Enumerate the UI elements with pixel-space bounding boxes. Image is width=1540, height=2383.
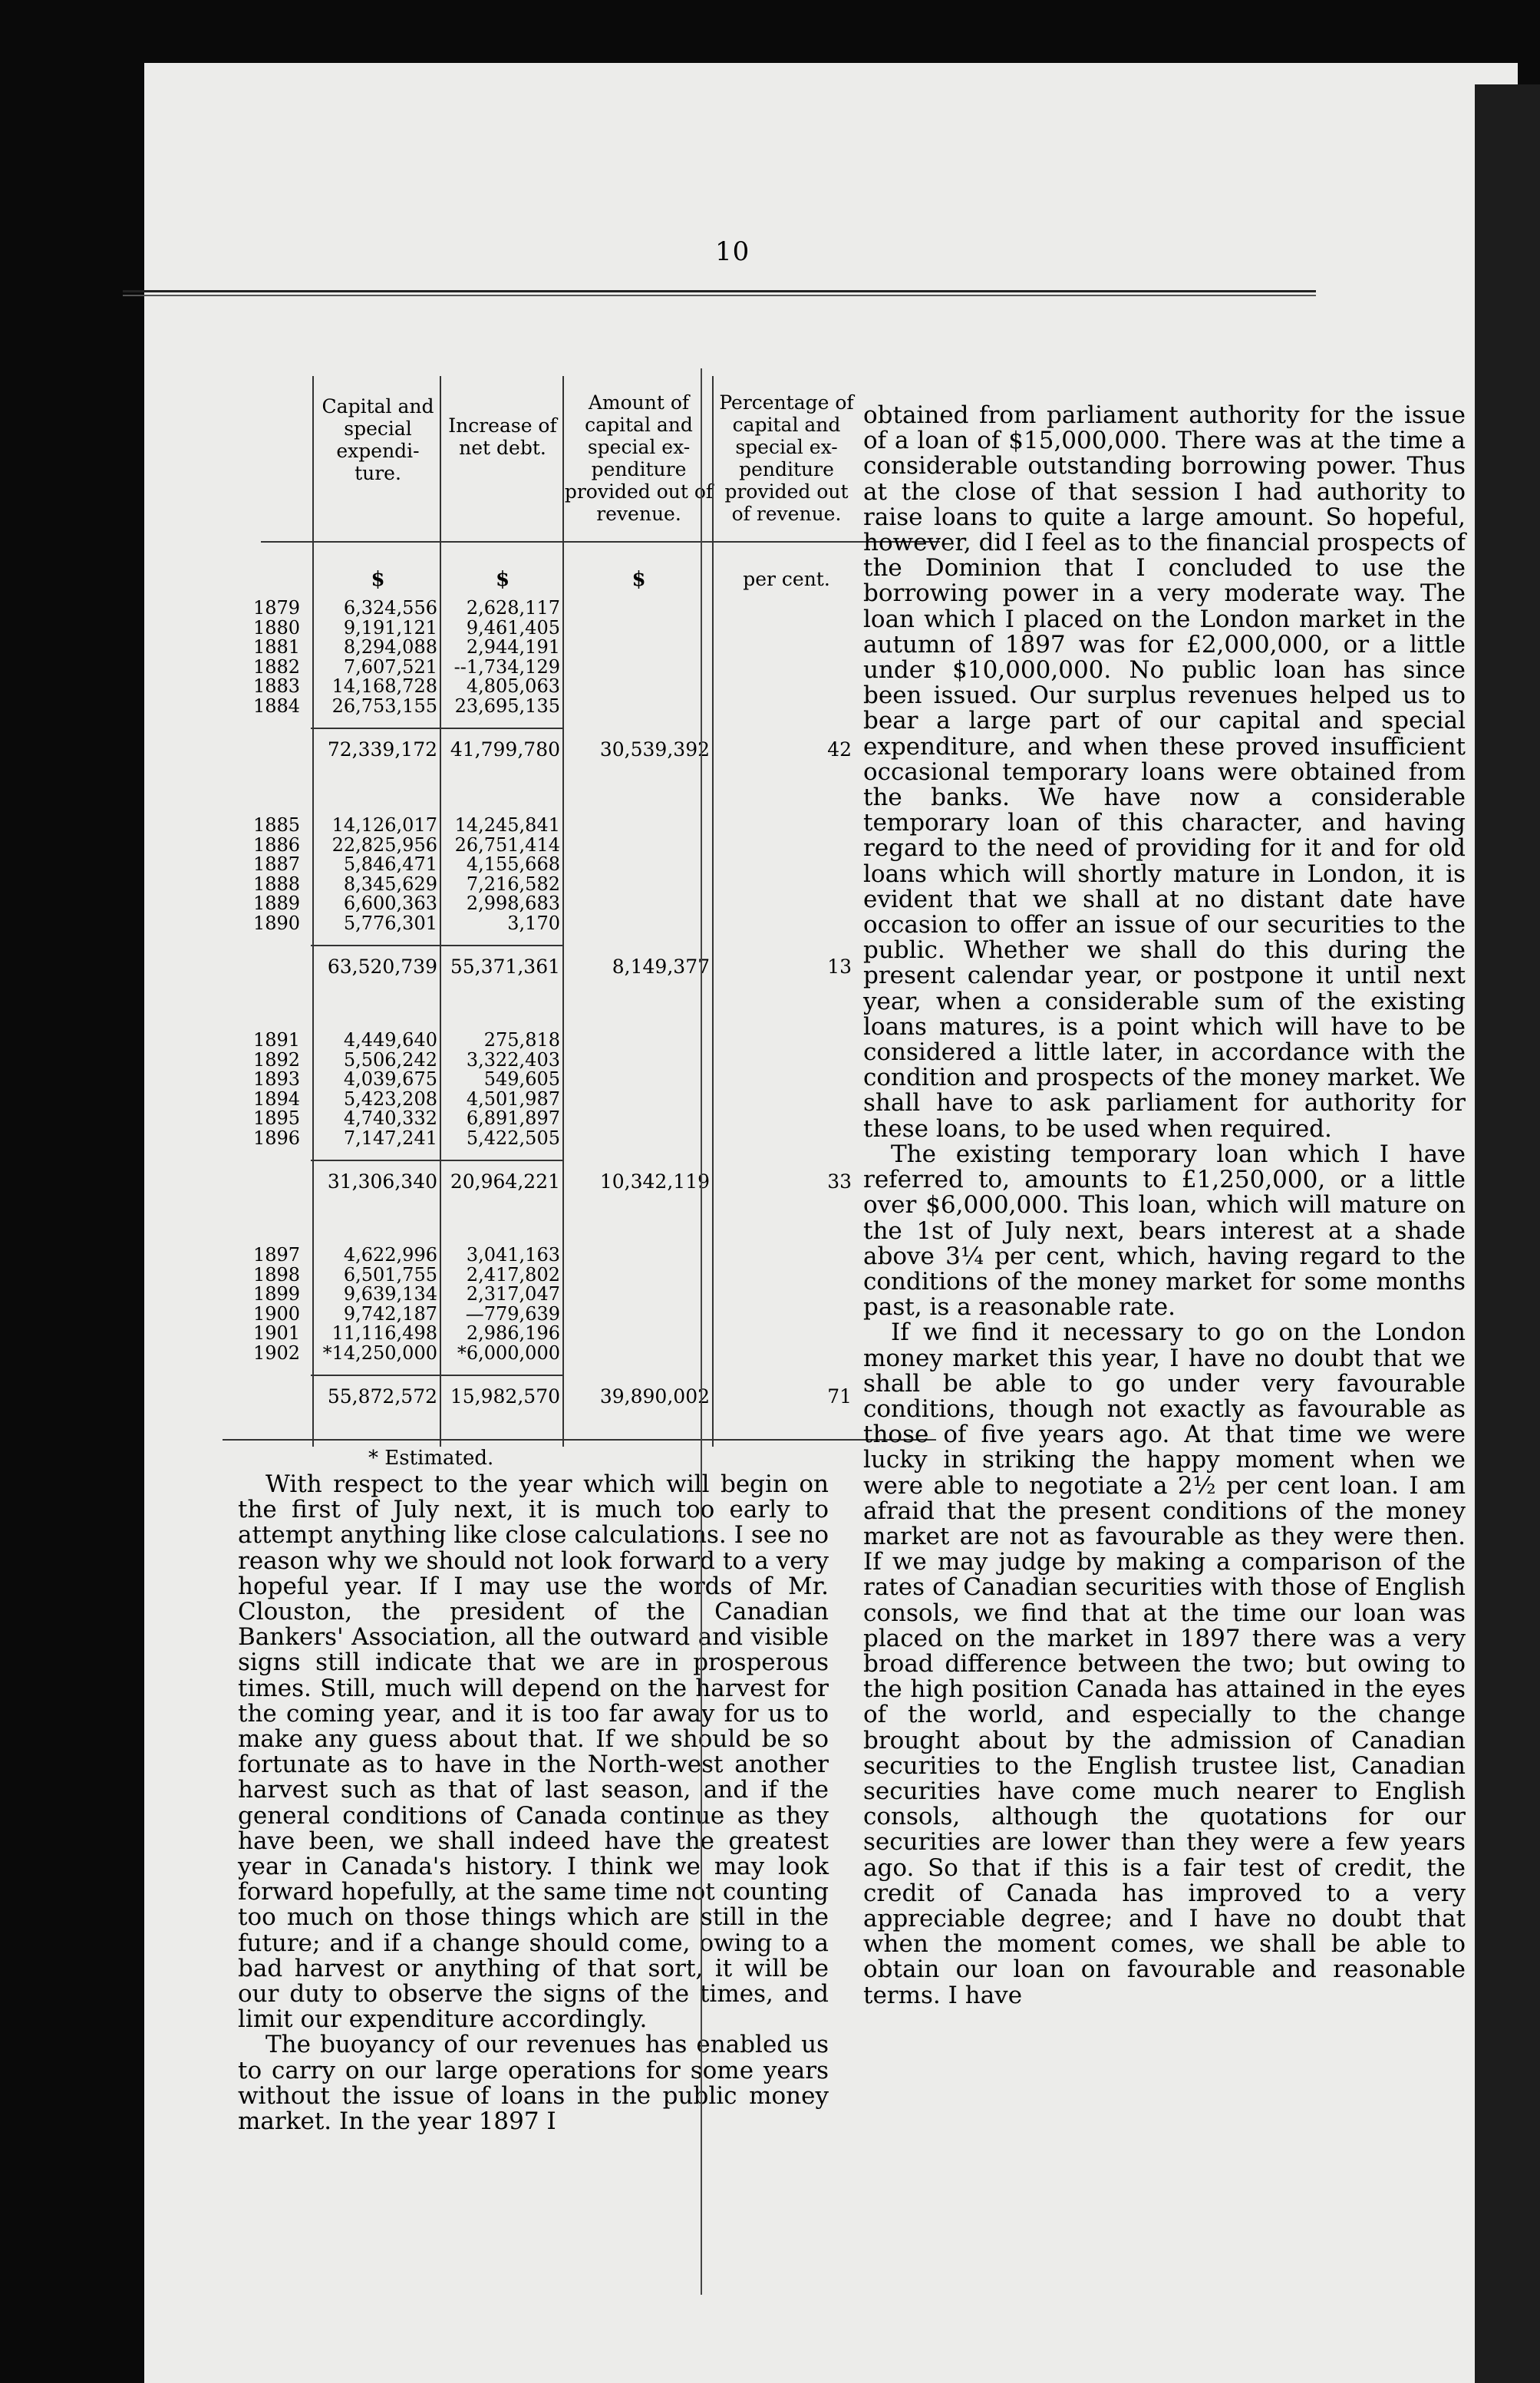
unit-capital: $: [371, 568, 385, 591]
row-year: 1888: [253, 873, 301, 895]
paragraph: The buoyancy of our revenues has enabled us to carry on our large operations for some years without the issue of loans in the public money market. In the year 1897 I: [238, 2031, 829, 2136]
row-increase: 3,170: [507, 913, 560, 934]
row-year: 1892: [253, 1048, 301, 1071]
row-capital: 5,506,242: [343, 1048, 437, 1071]
row-increase: 3,322,403: [466, 1048, 560, 1071]
row-capital: 26,753,155: [331, 695, 437, 717]
total-amount: 39,890,002: [599, 1385, 710, 1408]
expenditure-table: [92, 303, 854, 1439]
row-increase: 2,986,196: [466, 1322, 560, 1345]
row-capital: 9,742,187: [343, 1302, 437, 1325]
unit-amount: $: [631, 568, 646, 591]
subtotal-rule: [311, 728, 564, 729]
row-increase: 23,695,135: [454, 695, 560, 717]
total-percentage: 13: [827, 955, 852, 978]
row-capital: 4,039,675: [343, 1068, 437, 1091]
header-rule: [261, 541, 940, 543]
row-capital: 6,501,755: [343, 1263, 437, 1286]
row-capital: 8,345,629: [343, 873, 437, 895]
row-increase: 26,751,414: [454, 833, 560, 856]
row-year: 1896: [253, 1127, 301, 1149]
row-year: 1885: [253, 814, 301, 836]
row-capital: 9,191,121: [343, 616, 437, 639]
col-rule-4: [712, 376, 714, 1447]
row-capital: 4,449,640: [343, 1029, 437, 1051]
total-percentage: 71: [827, 1385, 852, 1408]
row-increase: 4,805,063: [466, 675, 560, 698]
table-footnote: * Estimated.: [368, 1447, 494, 1470]
total-amount: 30,539,392: [599, 738, 710, 761]
paragraph: The existing temporary loan which I have referred to, amounts to £1,250,000, or a little over $6,000,000. This loan, which will mature on the 1st of July next, bears interest at a shade above 3¼ per cent, which, having regard to the conditions of the money market for some months past, is a reasonable rate.: [863, 1140, 1466, 1322]
total-amount: 8,149,377: [612, 955, 710, 978]
row-year: 1897: [253, 1244, 301, 1266]
row-increase: 2,944,191: [466, 636, 560, 658]
row-capital: 22,825,956: [331, 833, 437, 856]
row-increase: 275,818: [483, 1029, 560, 1051]
row-capital: 14,126,017: [331, 814, 437, 836]
paragraph: obtained from parliament authority for the issue of a loan of $15,000,000. There was at the time a considerable outstanding borrowing power. Thus at the close of that session I had authority to raise loans to quite a large amount. So hopeful, however, did I feel as to the financial prospects of the Dominion that I concluded to use the borrowing power in a very moderate way. The loan which I placed on the London market in the autumn of 1897 was for £2,000,000, or a little under $10,000,000. No public loan has since been issued. Our surplus revenues helped us to bear a large part of our capital and special expenditure, and when these proved insufficient occasional temporary loans were obtained from the banks. We have now a considerable temporary loan of this character, and having regard to the need of providing for it and for old loans which will shortly mature in London, it is evident that we shall at no distant date have occasion to offer an issue of our securities to the public. Whether we shall do this during the present calendar year, or postpone it until next year, when a considerable sum of the existing loans matures, is a point which will have to be considered a little later, in accordance with the condition and prospects of the money market. We shall have to ask parliament for authority for these loans, to be used when required.: [863, 401, 1466, 1143]
row-increase: *6,000,000: [457, 1342, 560, 1364]
row-capital: 4,622,996: [343, 1244, 437, 1266]
total-percentage: 42: [827, 738, 852, 761]
row-capital: 5,423,208: [343, 1088, 437, 1110]
top-rule: [123, 290, 1316, 296]
row-year: 1883: [253, 675, 301, 698]
row-year: 1889: [253, 893, 301, 915]
paragraph: With respect to the year which will begin on the first of July next, it is much too early to attempt anything like close calculations. I see no reason why we should not look forward to a very hopeful year. If I may use the words of Mr. Clouston, the president of the Canadian Bankers' Association, all the outward and visible signs still indicate that we are in prosperous times. Still, much will depend on the harvest for the coming year, and it is too far away for us to make any guess about that. If we should be so fortunate as to have in the North-west another harvest such as that of last season, and if the general conditions of Canada continue as they have been, we shall indeed have the greatest year in Canada's history. I think we may look forward hopefully, at the same time not counting too much on those things which are still in the future; and if a change should come, owing to a bad harvest or anything of that sort, it will be our duty to observe the signs of the times, and limit our expenditure accordingly.: [238, 1470, 829, 2034]
row-year: 1887: [253, 853, 301, 876]
row-year: 1880: [253, 616, 301, 639]
row-year: 1879: [253, 597, 301, 619]
row-year: 1895: [253, 1107, 301, 1130]
row-capital: 9,639,134: [343, 1283, 437, 1305]
total-increase: 15,982,570: [450, 1385, 560, 1408]
row-capital: 5,846,471: [343, 853, 437, 876]
total-capital: 72,339,172: [327, 738, 437, 761]
row-increase: 2,417,802: [466, 1263, 560, 1286]
paragraph: If we find it necessary to go on the London money market this year, I have no doubt that we shall be able to go under very favourable conditions, though not exactly as favourable as those of five years ago. At that time we were lucky in striking the happy moment when we were able to negotiate a 2½ per cent loan. I am afraid that the present conditions of the money market are not as favourable as they were then. If we may judge by making a comparison of the rates of Canadian securities with those of English consols, we find that at the time our loan was placed on the market in 1897 there was a very broad difference between the two; but owing to the high position Canada has attained in the eyes of the world, and especially to the change brought about by the admission of Canadian securities to the English trustee list, Canadian securities have come much nearer to English consols, although the quotations for our securities are lower than they were a few years ago. So that if this is a fair test of credit, the credit of Canada has improved to a very appreciable degree; and I have no doubt that when the moment comes, we shall be able to obtain our loan on favourable and reasonable terms. I have: [863, 1319, 1466, 2009]
column-divider: [701, 368, 702, 2295]
row-increase: --1,734,129: [453, 655, 560, 678]
row-increase: —779,639: [465, 1302, 560, 1325]
subtotal-rule: [311, 945, 564, 946]
row-increase: 4,155,668: [466, 853, 560, 876]
row-year: 1881: [253, 636, 301, 658]
row-increase: 549,605: [483, 1068, 560, 1091]
subtotal-rule: [311, 1160, 564, 1161]
page-number: 10: [715, 236, 750, 267]
total-increase: 55,371,361: [450, 955, 560, 978]
row-year: 1898: [253, 1263, 301, 1286]
row-increase: 5,422,505: [466, 1127, 560, 1149]
row-capital: 6,600,363: [343, 893, 437, 915]
row-year: 1893: [253, 1068, 301, 1091]
total-increase: 41,799,780: [450, 738, 560, 761]
row-increase: 4,501,987: [466, 1088, 560, 1110]
header-capital: Capital and special expendi-ture.: [322, 395, 434, 484]
row-increase: 9,461,405: [466, 616, 560, 639]
row-year: 1902: [253, 1342, 301, 1364]
row-capital: 7,147,241: [343, 1127, 437, 1149]
row-year: 1884: [253, 695, 301, 717]
header-increase: Increase of net debt.: [448, 414, 557, 459]
binding-shadow: [1475, 84, 1540, 2383]
row-year: 1891: [253, 1029, 301, 1051]
table-bottom-rule: [223, 1439, 936, 1441]
total-amount: 10,342,119: [599, 1170, 710, 1193]
row-increase: 3,041,163: [466, 1244, 560, 1266]
left-column: [238, 1472, 829, 2134]
col-rule-3: [562, 376, 564, 1447]
right-column: [863, 403, 1466, 2008]
total-capital: 55,872,572: [327, 1385, 437, 1408]
row-year: 1886: [253, 833, 301, 856]
row-capital: 8,294,088: [343, 636, 437, 658]
row-capital: 11,116,498: [331, 1322, 437, 1345]
unit-percentage: per cent.: [743, 568, 830, 590]
total-capital: 31,306,340: [327, 1170, 437, 1193]
row-increase: 2,628,117: [466, 597, 560, 619]
col-rule-1: [312, 376, 314, 1447]
total-capital: 63,520,739: [327, 955, 437, 978]
row-year: 1900: [253, 1302, 301, 1325]
row-capital: 6,324,556: [343, 597, 437, 619]
total-percentage: 33: [827, 1170, 852, 1193]
row-year: 1899: [253, 1283, 301, 1305]
row-capital: 7,607,521: [343, 655, 437, 678]
row-increase: 2,317,047: [466, 1283, 560, 1305]
row-capital: 14,168,728: [331, 675, 437, 698]
row-increase: 6,891,897: [466, 1107, 560, 1130]
row-increase: 2,998,683: [466, 893, 560, 915]
unit-increase: $: [495, 568, 510, 591]
subtotal-rule: [311, 1375, 564, 1376]
row-year: 1894: [253, 1088, 301, 1110]
header-amount: Amount of capital and special ex-penditure provided out of revenue.: [564, 391, 714, 525]
row-capital: 5,776,301: [343, 913, 437, 934]
row-year: 1901: [253, 1322, 301, 1345]
row-capital: 4,740,332: [343, 1107, 437, 1130]
row-capital: *14,250,000: [322, 1342, 437, 1364]
row-year: 1890: [253, 913, 301, 934]
row-year: 1882: [253, 655, 301, 678]
header-percentage: Percentage of capital and special ex-penditure provided out of revenue.: [719, 391, 854, 525]
total-increase: 20,964,221: [450, 1170, 560, 1193]
row-increase: 14,245,841: [454, 814, 560, 836]
row-increase: 7,216,582: [466, 873, 560, 895]
